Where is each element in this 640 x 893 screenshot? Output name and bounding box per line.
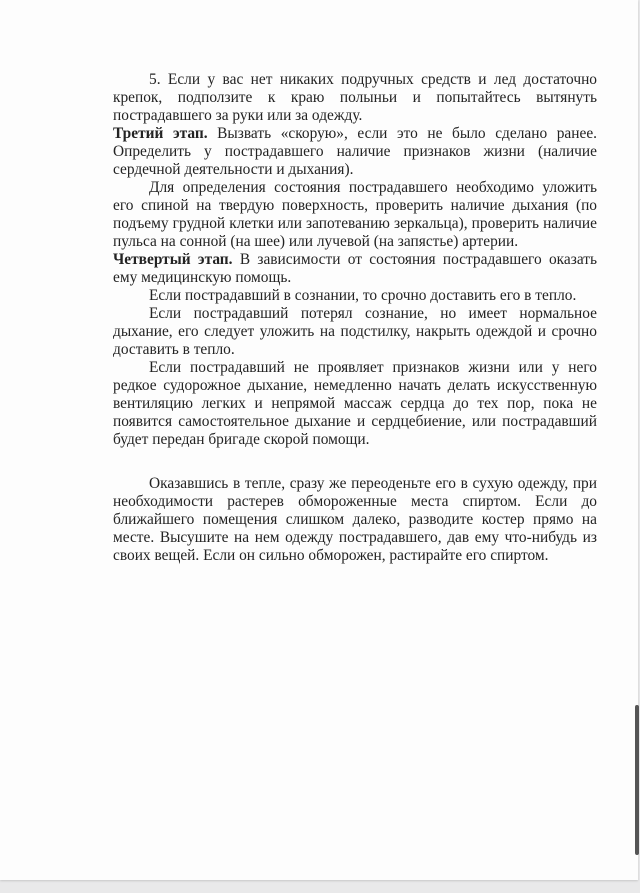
paragraph-warmth: Оказавшись в тепле, сразу же переоденьте его в сухую одежду, при необходимости растерев обмороженные места спиртом. Если до ближайшего помещения слишком далеко, разводите костер прямо на месте. Высушите на нем одежду пострадавшего, дав ему что-нибудь из своих вещей. Если он сильно обморожен, растирайте его спиртом. xyxy=(113,475,597,564)
stage-4-text: В зависимости от состояния пострадавшего оказать ему медицинскую помощь. xyxy=(113,251,597,286)
document-body xyxy=(113,71,597,565)
stage-3-heading: Третий этап. xyxy=(113,125,208,142)
stage-3-text: Вызвать «скорую», если это не было сделано ранее. Определить у пострадавшего наличие признаков жизни (наличие сердечной деятельности и дыхания). xyxy=(113,125,597,178)
paragraph-unconscious: Если пострадавший потерял сознание, но имеет нормальное дыхание, его следует уложить на подстилку, накрыть одеждой и срочно доставить в тепло. xyxy=(113,305,597,358)
scrollbar-thumb[interactable] xyxy=(635,705,639,855)
paragraph-condition-check: Для определения состояния пострадавшего необходимо уложить его спиной на твердую поверхность, проверить наличие дыхания (по подъему грудной клетки или запотеванию зеркальца), проверить наличие пульса на сонной (на шее) или лучевой (на запястье) артерии. xyxy=(113,179,597,250)
paragraph-stage-3 xyxy=(113,125,597,179)
stage-4-heading: Четвертый этап. xyxy=(113,251,233,268)
paragraph-spacer xyxy=(113,449,597,475)
paragraph-step-5: 5. Если у вас нет никаких подручных средств и лед достаточно крепок, подползите к краю полыньи и попытайтесь вытянуть пострадавшего за руки или за одежду. xyxy=(113,71,597,124)
paragraph-no-signs-of-life: Если пострадавший не проявляет признаков жизни или у него редкое судорожное дыхание, немедленно начать делать искусственную вентиляцию легких и непрямой массаж сердца до тех пор, пока не появится самостоятельное дыхание и сердцебиение, или пострадавший будет передан бригаде скорой помощи. xyxy=(113,359,597,448)
paragraph-stage-4 xyxy=(113,251,597,287)
paragraph-conscious: Если пострадавший в сознании, то срочно доставить его в тепло. xyxy=(149,287,577,304)
